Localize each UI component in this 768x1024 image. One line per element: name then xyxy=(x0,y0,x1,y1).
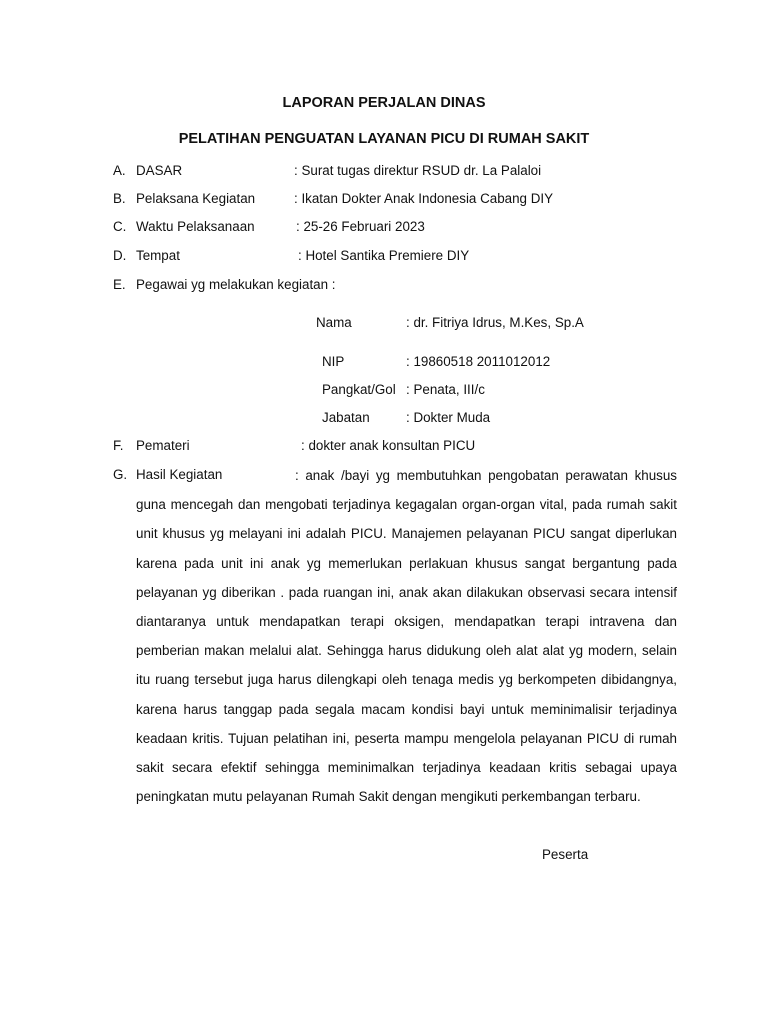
employee-nip xyxy=(0,354,768,374)
employee-value: : Penata, III/c xyxy=(406,382,485,397)
employee-label: Jabatan xyxy=(322,410,370,425)
item-label: Tempat xyxy=(136,248,180,263)
employee-pangkat xyxy=(0,382,768,402)
hasil-paragraph xyxy=(136,461,677,811)
item-value: : 25-26 Februari 2023 xyxy=(296,219,425,234)
item-pegawai xyxy=(0,277,768,297)
employee-nama xyxy=(0,315,768,335)
item-letter: A. xyxy=(113,163,126,178)
item-value: : Surat tugas direktur RSUD dr. La Palaloi xyxy=(294,163,542,178)
item-letter: G. xyxy=(113,467,128,482)
hasil-text: : anak /bayi yg membutuhkan pengobatan perawatan khusus guna mencegah dan mengobati terjadinya kegagalan organ-organ vital, pada rumah sakit unit khusus yg melayani ini adalah PICU. Manajemen pelayanan PICU sangat diperlukan karena pada unit ini anak yg memerlukan perlakuan khusus sangat bergantung pada pelayanan yg diberikan . pada ruangan ini, anak akan dilakukan observasi secara intensif diantaranya untuk mendapatkan terapi oksigen, mendapatkan terapi intravena dan pemberian makan melalui alat. Sehingga harus didukung oleh alat alat yg modern, selain itu ruang tersebut juga harus dilengkapi oleh tenaga medis yg berkompeten dibidangnya, karena harus tanggap pada segala macam kondisi bayi untuk meminimalisir terjadinya keadaan kritis. Tujuan pelatihan ini, peserta mampu mengelola pelayanan PICU di rumah sakit secara efektif sehingga meminimalkan terjadinya keadaan kritis sebagai upaya peningkatan mutu pelayanan Rumah Sakit dengan mengikuti perkembangan terbaru. xyxy=(136,468,677,805)
item-value: : dokter anak konsultan PICU xyxy=(301,438,476,453)
document-subtitle: PELATIHAN PENGUATAN LAYANAN PICU DI RUMAH SAKIT xyxy=(178,131,590,147)
item-letter: D. xyxy=(113,248,127,263)
item-label: Pelaksana Kegiatan xyxy=(136,191,256,206)
item-letter: F. xyxy=(113,438,124,453)
item-label: Waktu Pelaksanaan xyxy=(136,219,255,234)
item-label: Pegawai yg melakukan kegiatan : xyxy=(136,277,336,292)
item-value: : Hotel Santika Premiere DIY xyxy=(298,248,470,263)
item-tempat xyxy=(0,248,768,268)
employee-label: NIP xyxy=(322,354,345,369)
item-dasar xyxy=(0,163,768,183)
item-value: : Ikatan Dokter Anak Indonesia Cabang DIY xyxy=(294,191,554,206)
employee-label: Nama xyxy=(316,315,352,330)
employee-value: : 19860518 2011012012 xyxy=(406,354,551,369)
item-label: DASAR xyxy=(136,163,183,178)
employee-label: Pangkat/Gol xyxy=(322,382,396,397)
item-label: Pemateri xyxy=(136,438,190,453)
item-letter: C. xyxy=(113,219,127,234)
item-label: Hasil Kegiatan xyxy=(136,467,223,482)
employee-jabatan xyxy=(0,410,768,430)
signature-label: Peserta xyxy=(542,847,589,862)
item-pemateri xyxy=(0,438,768,458)
item-waktu xyxy=(0,219,768,239)
item-letter: E. xyxy=(113,277,126,292)
employee-value: : dr. Fitriya Idrus, M.Kes, Sp.A xyxy=(406,315,584,330)
employee-value: : Dokter Muda xyxy=(406,410,491,425)
document-title: LAPORAN PERJALAN DINAS xyxy=(282,95,486,111)
item-pelaksana xyxy=(0,191,768,211)
item-letter: B. xyxy=(113,191,126,206)
